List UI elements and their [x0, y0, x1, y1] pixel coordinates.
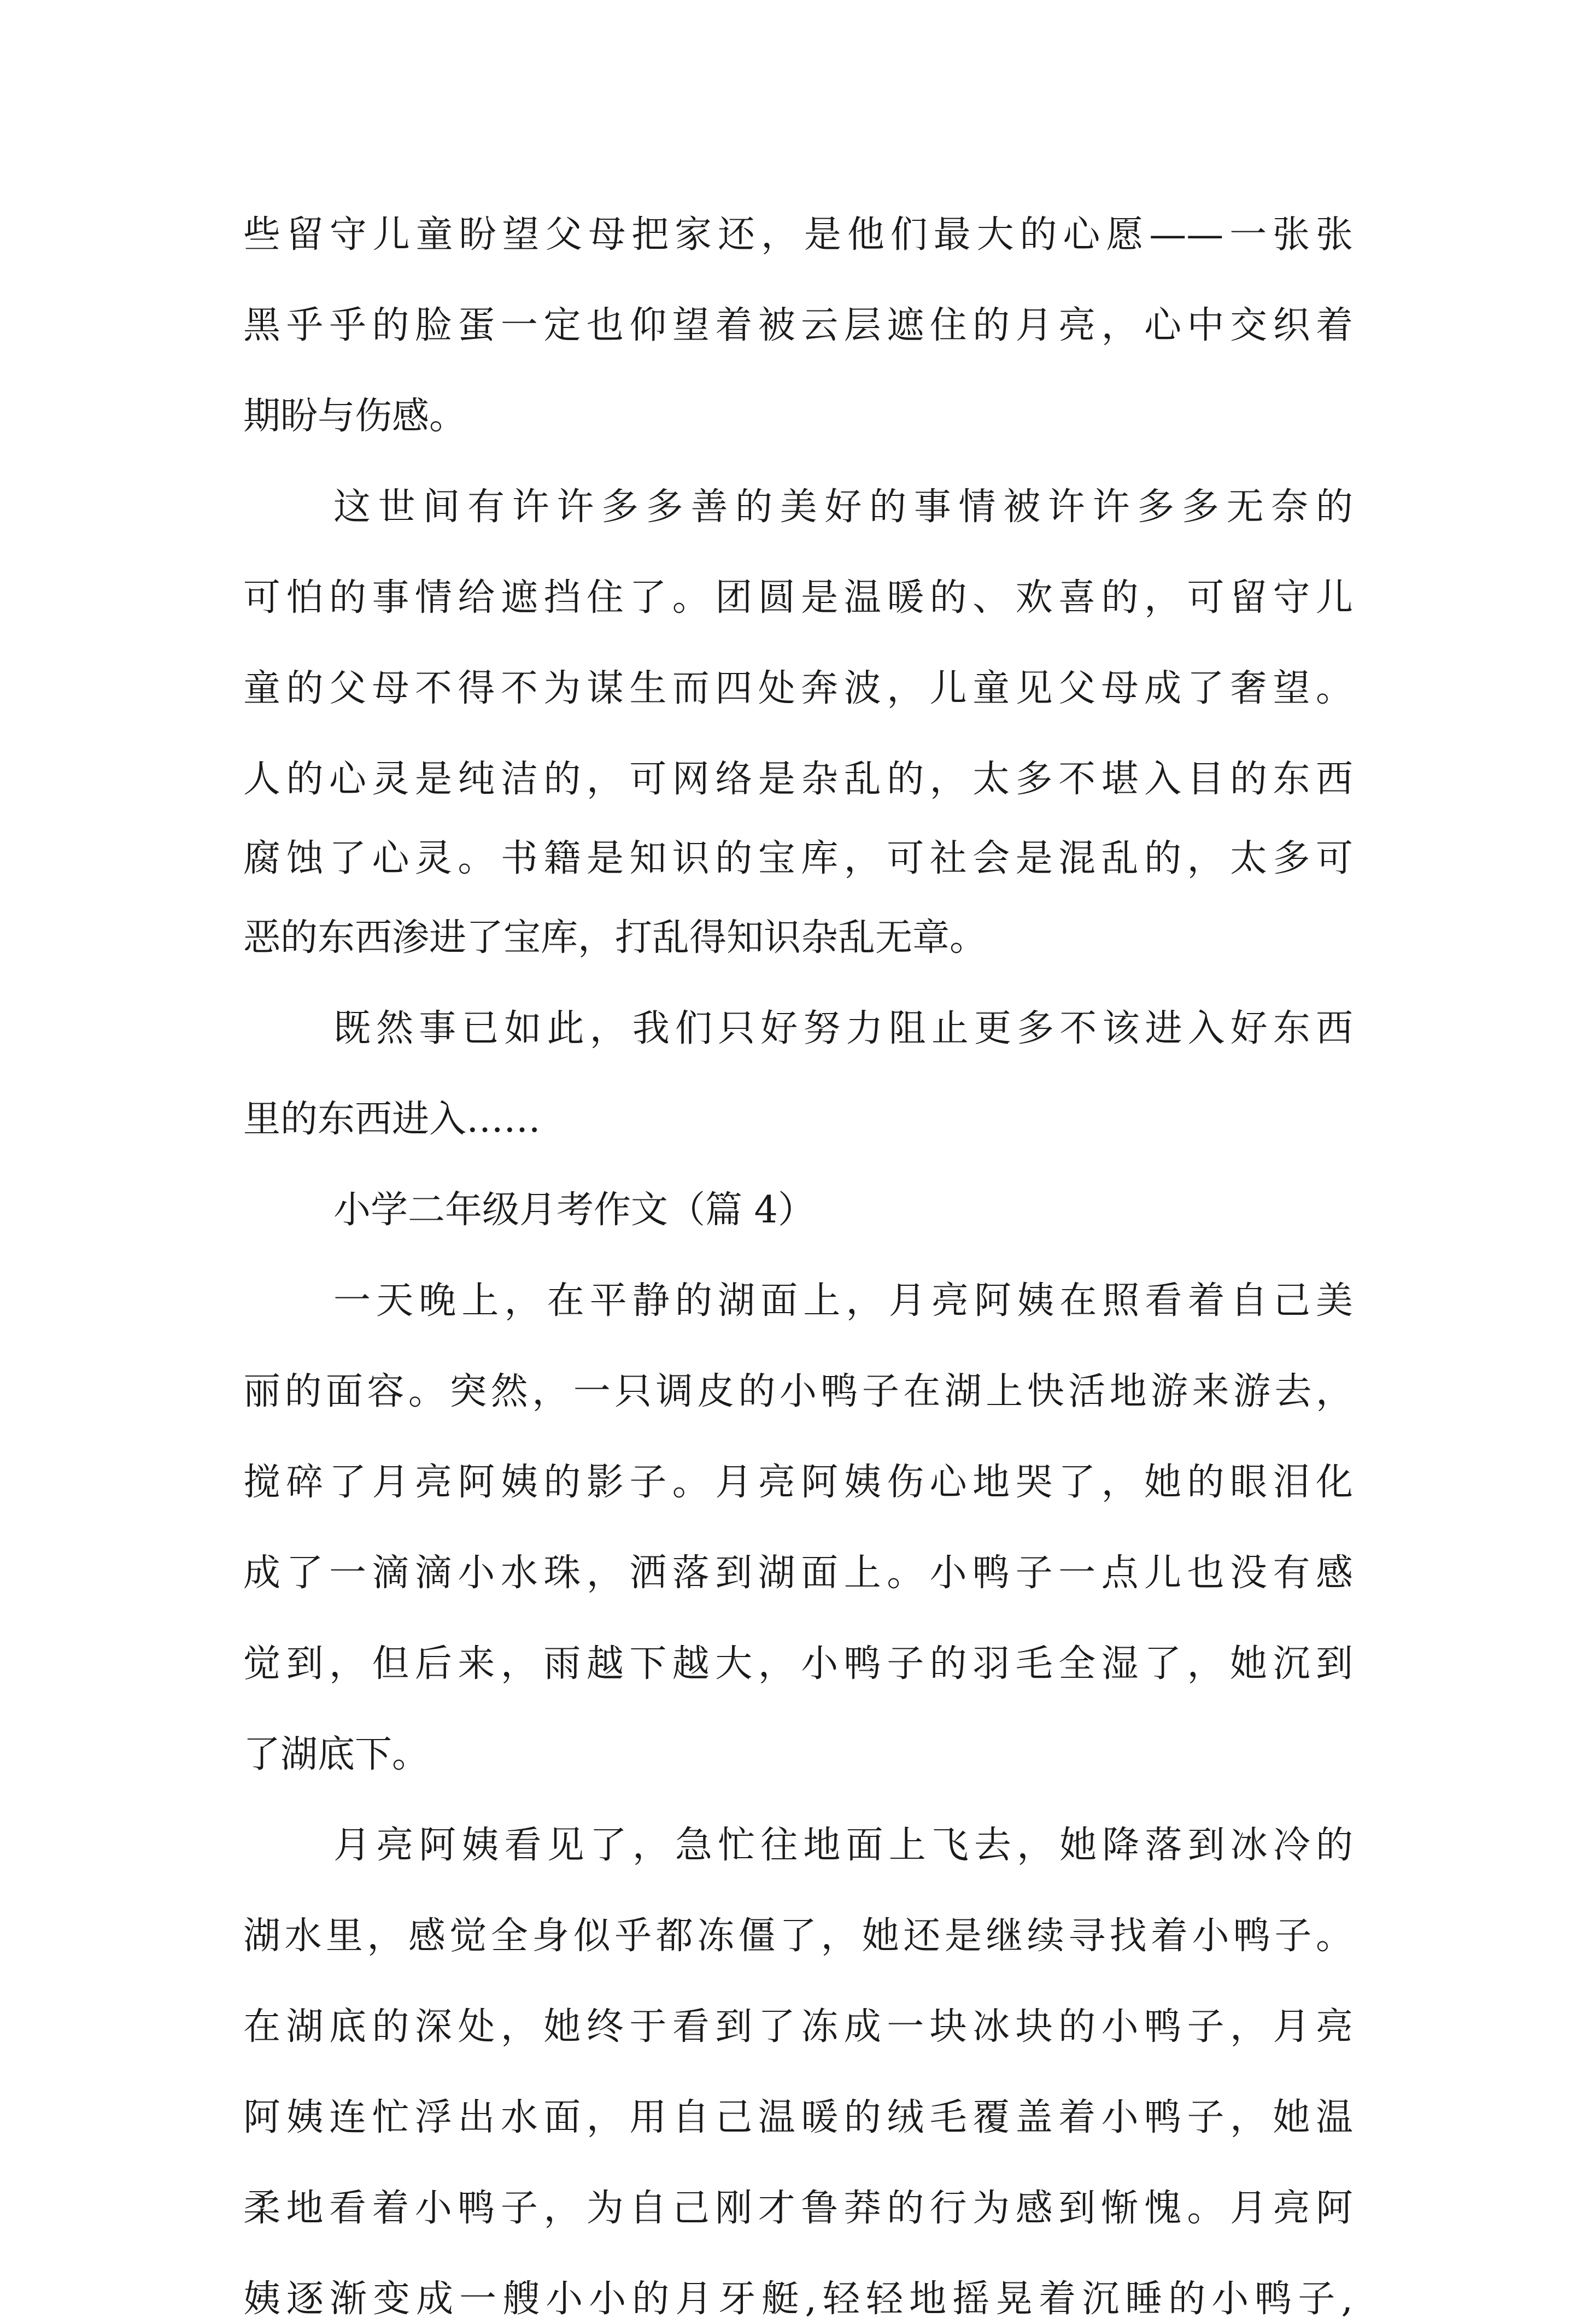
- paragraph: [243, 1004, 1353, 1144]
- text-line: 湖水里，感觉全身似乎都冻僵了，她还是继续寻找着小鸭子。: [243, 1915, 1353, 1958]
- text-line: 觉到，但后来，雨越下越大，小鸭子的羽毛全湿了，她沉到: [243, 1642, 1353, 1685]
- text-line: 可怕的事情给遮挡住了。团圆是温暖的、欢喜的，可留守儿: [243, 576, 1353, 619]
- paragraph: [243, 483, 1353, 963]
- text-line: 既然事已如此，我们只好努力阻止更多不该进入好东西: [333, 1007, 1353, 1050]
- text-line: 童的父母不得不为谋生而四处奔波，儿童见父母成了奢望。: [243, 667, 1353, 710]
- text-line: 成了一滴滴小水珠，洒落到湖面上。小鸭子一点儿也没有感: [243, 1552, 1353, 1595]
- text-line: 在湖底的深处，她终于看到了冻成一块冰块的小鸭子，月亮: [243, 2005, 1353, 2048]
- paragraph: [243, 1277, 1353, 1779]
- paragraph: [243, 210, 1353, 441]
- heading-line: 小学二年级月考作文（篇 4）: [333, 1189, 815, 1232]
- essay-body: [243, 210, 1353, 2324]
- text-line: 些留守儿童盼望父母把家还，是他们最大的心愿——一张张: [243, 213, 1353, 256]
- text-line: 一天晚上，在平静的湖面上，月亮阿姨在照看着自己美: [333, 1279, 1353, 1322]
- text-line: 柔地看着小鸭子，为自己刚才鲁莽的行为感到惭愧。月亮阿: [243, 2187, 1353, 2230]
- text-line: 丽的面容。突然，一只调皮的小鸭子在湖上快活地游来游去，: [243, 1370, 1353, 1413]
- text-line: 姨逐渐变成一艘小小的月牙艇,轻轻地摇晃着沉睡的小鸭子,: [243, 2278, 1353, 2321]
- text-line: 阿姨连忙浮出水面，用自己温暖的绒毛覆盖着小鸭子，她温: [243, 2096, 1353, 2139]
- text-line: 了湖底下。: [243, 1733, 430, 1776]
- text-line: 里的东西进入……: [243, 1098, 541, 1141]
- text-line: 腐蚀了心灵。书籍是知识的宝库，可社会是混乱的，太多可: [243, 837, 1353, 880]
- text-line: 黑乎乎的脸蛋一定也仰望着被云层遮住的月亮，心中交织着: [243, 304, 1353, 347]
- text-line: 人的心灵是纯洁的，可网络是杂乱的，太多不堪入目的东西: [243, 758, 1353, 801]
- text-line: 期盼与伤感。: [243, 395, 467, 438]
- section-heading: [243, 1186, 1353, 1235]
- text-line: 月亮阿姨看见了，急忙往地面上飞去，她降落到冰冷的: [333, 1824, 1353, 1867]
- text-line: 恶的东西渗进了宝库，打乱得知识杂乱无章。: [243, 916, 987, 959]
- paragraph: [243, 1821, 1353, 2324]
- text-line: 搅碎了月亮阿姨的影子。月亮阿姨伤心地哭了，她的眼泪化: [243, 1461, 1353, 1504]
- text-line: 这世间有许许多多善的美好的事情被许许多多无奈的: [333, 485, 1353, 529]
